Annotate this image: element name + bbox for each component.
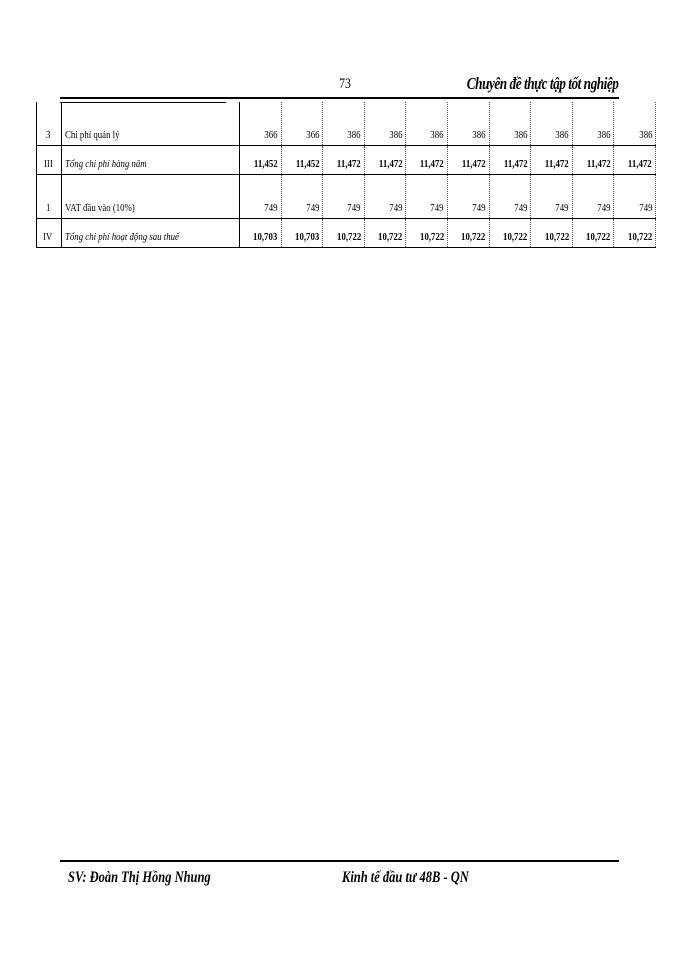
value-cell: 749 bbox=[406, 175, 448, 219]
value-cell: 11,452 bbox=[281, 146, 323, 175]
row-index: IV bbox=[37, 219, 62, 248]
value-cell: 10,703 bbox=[240, 219, 282, 248]
value-cell: 749 bbox=[572, 175, 614, 219]
value-cell: 11,472 bbox=[572, 146, 614, 175]
row-label: Tổng chi phí hàng năm bbox=[62, 146, 240, 175]
value-cell: 386 bbox=[364, 102, 406, 146]
value-cell: 10,722 bbox=[531, 219, 573, 248]
value-cell: 749 bbox=[614, 175, 656, 219]
value-cell: 11,472 bbox=[447, 146, 489, 175]
table-row-total-operating-cost-after-tax bbox=[37, 219, 656, 248]
value-cell: 386 bbox=[323, 102, 365, 146]
value-cell: 749 bbox=[531, 175, 573, 219]
value-cell: 11,472 bbox=[323, 146, 365, 175]
value-cell: 10,722 bbox=[364, 219, 406, 248]
footer-student-name: SV: Đoàn Thị Hồng Nhung bbox=[68, 869, 211, 886]
value-cell: 749 bbox=[323, 175, 365, 219]
value-cell: 386 bbox=[614, 102, 656, 146]
value-cell: 11,472 bbox=[489, 146, 531, 175]
value-cell: 10,722 bbox=[572, 219, 614, 248]
value-cell: 749 bbox=[447, 175, 489, 219]
value-cell: 11,452 bbox=[240, 146, 282, 175]
value-cell: 386 bbox=[406, 102, 448, 146]
page-number: 73 bbox=[339, 76, 351, 92]
table-row-management-cost bbox=[37, 102, 656, 146]
table-row-total-annual-cost bbox=[37, 146, 656, 175]
value-cell: 10,722 bbox=[447, 219, 489, 248]
value-cell: 11,472 bbox=[531, 146, 573, 175]
value-cell: 386 bbox=[489, 102, 531, 146]
value-cell: 366 bbox=[240, 102, 282, 146]
value-cell: 10,722 bbox=[323, 219, 365, 248]
value-cell: 386 bbox=[447, 102, 489, 146]
table-row-input-vat bbox=[37, 175, 656, 219]
row-index: 3 bbox=[37, 102, 62, 146]
document-title: Chuyên đề thực tập tốt nghiệp bbox=[466, 74, 618, 93]
value-cell: 386 bbox=[572, 102, 614, 146]
value-cell: 366 bbox=[281, 102, 323, 146]
footer-rule bbox=[60, 860, 619, 862]
value-cell: 11,472 bbox=[406, 146, 448, 175]
value-cell: 749 bbox=[489, 175, 531, 219]
value-cell: 11,472 bbox=[614, 146, 656, 175]
cost-table bbox=[36, 102, 656, 248]
value-cell: 10,722 bbox=[489, 219, 531, 248]
value-cell: 10,722 bbox=[614, 219, 656, 248]
footer-class-name: Kinh tế đầu tư 48B - QN bbox=[342, 869, 469, 886]
row-label: VAT đầu vào (10%) bbox=[62, 175, 240, 219]
value-cell: 749 bbox=[281, 175, 323, 219]
row-label: Tổng chi phí hoạt động sau thuế bbox=[62, 219, 240, 248]
value-cell: 749 bbox=[240, 175, 282, 219]
value-cell: 10,722 bbox=[406, 219, 448, 248]
value-cell: 10,703 bbox=[281, 219, 323, 248]
value-cell: 11,472 bbox=[364, 146, 406, 175]
header-rule bbox=[60, 97, 619, 99]
value-cell: 386 bbox=[531, 102, 573, 146]
value-cell: 749 bbox=[364, 175, 406, 219]
row-label: Chi phí quản lý bbox=[62, 102, 240, 146]
row-index: 1 bbox=[37, 175, 62, 219]
row-index: III bbox=[37, 146, 62, 175]
